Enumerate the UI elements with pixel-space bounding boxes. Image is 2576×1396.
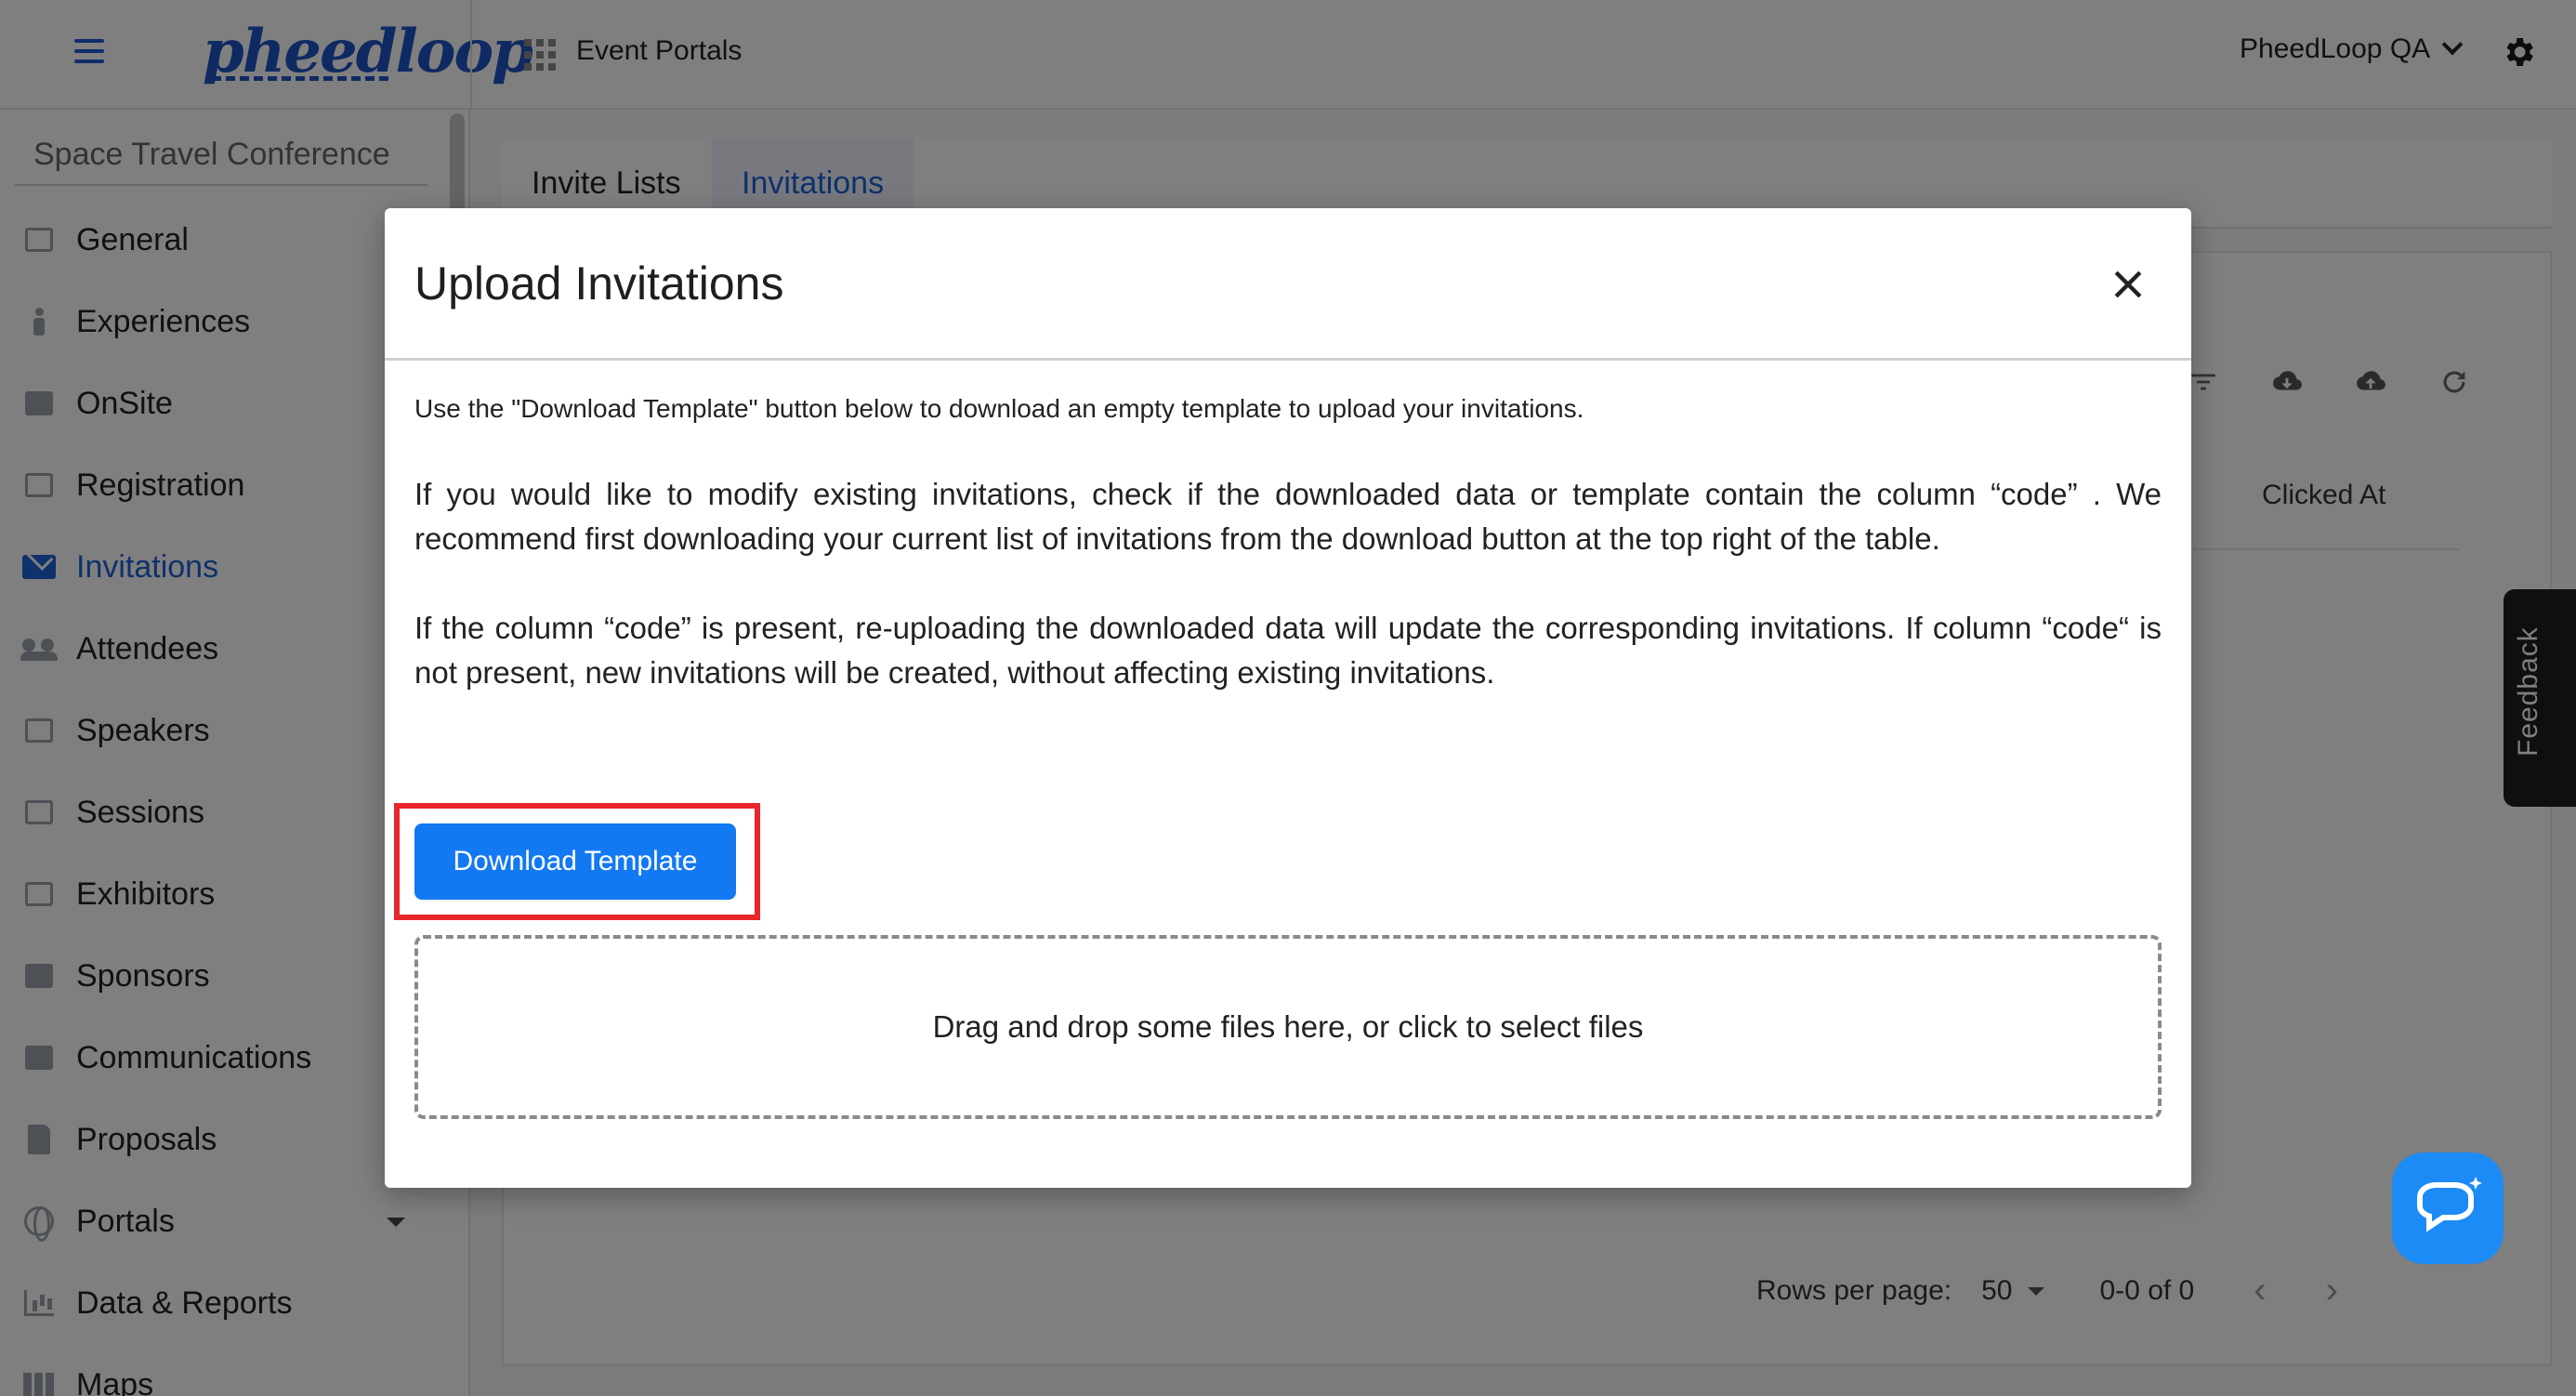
file-dropzone[interactable]	[414, 935, 2162, 1119]
modal-title: Upload Invitations	[414, 257, 784, 309]
modal-header	[385, 208, 2191, 361]
close-icon[interactable]	[2108, 264, 2149, 305]
modal-intro-text: Use the "Download Template" button below to download an empty template to upload your invitations.	[414, 394, 1584, 423]
chat-button[interactable]	[2392, 1152, 2504, 1264]
chat-icon	[2392, 1152, 2504, 1264]
download-template-button[interactable]: Download Template	[414, 823, 736, 900]
upload-invitations-modal	[385, 208, 2191, 1188]
modal-paragraph-code: If the column “code” is present, re-uploading the downloaded data will update the corresponding invitations. If column “code“ is not present, new invitations will be created, without affecting existing invitations.	[414, 611, 2162, 690]
dropzone-text: Drag and drop some files here, or click to select files	[932, 1009, 1644, 1044]
modal-paragraph-modify: If you would like to modify existing invitations, check if the downloaded data or template contain the column “code” . We recommend first downloading your current list of invitations from the download button at the top right of the table.	[414, 477, 2162, 556]
